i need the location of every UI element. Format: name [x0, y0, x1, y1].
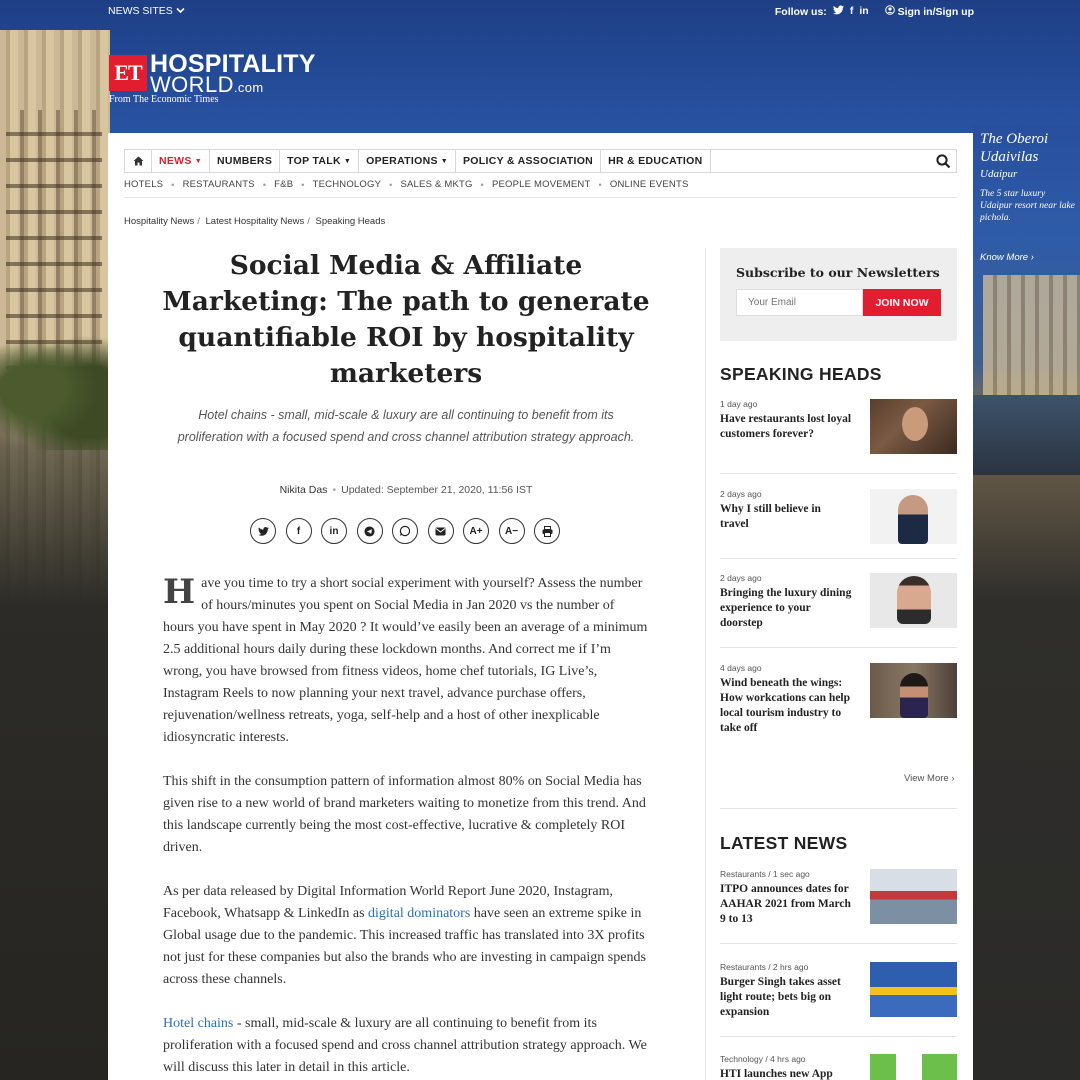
paragraph-text: As per data released by Digital Information World Report June 2020, Instagram, Facebook, Whatsapp & LinkedIn as: [163, 884, 613, 921]
nav-top-talk-label: TOP TALK: [287, 155, 341, 167]
ad-know-more-link[interactable]: [980, 252, 1076, 263]
updated-timestamp: Updated: September 21, 2020, 11:56 IST: [341, 484, 533, 496]
divider: [720, 473, 957, 474]
nav-numbers[interactable]: [210, 150, 280, 172]
linkedin-icon[interactable]: in: [859, 5, 869, 17]
join-now-button[interactable]: JOIN NOW: [863, 289, 941, 316]
item-time: 2 days ago: [720, 573, 762, 583]
latest-news-item[interactable]: [720, 869, 957, 927]
view-more-label: View More: [904, 773, 949, 784]
share-email-icon[interactable]: [428, 518, 454, 544]
nav-hr-education[interactable]: [601, 150, 710, 172]
article-summary: Hotel chains - small, mid-scale & luxury are all continuing to benefit from its proliferation with a focused spend and cross channel attribution strategy approach.: [177, 408, 635, 444]
item-title[interactable]: Why I still believe in travel: [720, 503, 821, 530]
nav-operations-label: OPERATIONS: [366, 155, 438, 167]
divider: [720, 558, 957, 559]
background-palace-image: [0, 30, 110, 1080]
item-category-time: Technology / 4 hrs ago: [720, 1054, 806, 1064]
facebook-icon[interactable]: f: [849, 5, 854, 17]
chevron-down-icon: ▼: [440, 157, 448, 165]
ad-lake: [973, 395, 1080, 475]
latest-news-item[interactable]: [720, 962, 957, 1020]
separator-dot: •: [262, 179, 267, 190]
share-bar: [250, 518, 560, 544]
article-paragraph: [163, 573, 648, 749]
speaking-heads-item[interactable]: [720, 663, 957, 736]
subnav-restaurants[interactable]: RESTAURANTS: [182, 179, 255, 190]
item-title[interactable]: HTI launches new App: [720, 1068, 833, 1080]
ad-location: Udaipur: [980, 168, 1018, 180]
ad-title: The Oberoi Udaivilas: [980, 131, 1049, 165]
share-facebook-icon[interactable]: f: [286, 518, 312, 544]
trees: [0, 330, 110, 450]
breadcrumb-item[interactable]: Hospitality News: [124, 216, 195, 227]
newsletter-title: Subscribe to our Newsletters: [736, 265, 940, 280]
hotel-chains-link[interactable]: Hotel chains: [163, 1016, 234, 1031]
breadcrumb-separator: /: [307, 216, 310, 227]
item-time: 2 days ago: [720, 489, 762, 499]
font-decrease-icon[interactable]: A−: [499, 518, 525, 544]
chevron-down-icon: ▼: [194, 157, 202, 165]
article-byline: [168, 484, 644, 496]
main-nav: [124, 149, 957, 173]
share-linkedin-icon[interactable]: in: [321, 518, 347, 544]
subnav-technology[interactable]: TECHNOLOGY: [312, 179, 382, 190]
item-thumbnail[interactable]: [870, 573, 957, 628]
subnav-fnb[interactable]: F&B: [274, 179, 294, 190]
twitter-icon[interactable]: [833, 5, 844, 18]
drop-cap: H: [163, 572, 196, 612]
subnav-people-movement[interactable]: PEOPLE MOVEMENT: [491, 179, 591, 190]
search-icon[interactable]: [930, 150, 956, 172]
item-thumbnail[interactable]: [870, 663, 957, 718]
chevron-right-icon: ›: [1030, 252, 1034, 263]
ad-oberoi[interactable]: [980, 130, 1076, 263]
item-title[interactable]: Have restaurants lost loyal customers forever?: [720, 413, 852, 440]
nav-numbers-label: NUMBERS: [216, 155, 273, 167]
item-thumbnail[interactable]: [870, 1054, 957, 1080]
chevron-right-icon: ›: [951, 773, 955, 784]
author-name[interactable]: Nikita Das: [279, 484, 328, 496]
speaking-heads-item[interactable]: [720, 573, 957, 631]
logo-hospitality: HOSPITALITY: [150, 50, 316, 78]
divider: [124, 197, 957, 198]
item-thumbnail[interactable]: [870, 962, 957, 1017]
latest-news-title: LATEST NEWS: [720, 833, 848, 853]
news-sites-dropdown[interactable]: [108, 5, 185, 17]
signin-label: Sign in/Sign up: [897, 6, 974, 18]
separator-dot: •: [332, 484, 337, 496]
breadcrumb-separator: /: [197, 216, 200, 227]
separator-dot: •: [480, 179, 484, 190]
speaking-heads-item[interactable]: [720, 399, 957, 442]
article-paragraph: [163, 1013, 648, 1079]
nav-top-talk[interactable]: [280, 150, 359, 172]
item-title[interactable]: ITPO announces dates for AAHAR 2021 from March 9 to 13: [720, 883, 851, 925]
article-paragraph: [163, 881, 648, 991]
item-thumbnail[interactable]: [870, 869, 957, 924]
nav-policy[interactable]: [456, 150, 601, 172]
follow-us-label: Follow us:: [774, 5, 827, 18]
item-time: 4 days ago: [720, 663, 762, 673]
nav-operations[interactable]: [359, 150, 456, 172]
speaking-heads-item[interactable]: [720, 489, 957, 532]
font-increase-icon[interactable]: A+: [463, 518, 489, 544]
article-paragraph: This shift in the consumption pattern of information almost 80% on Social Media has given rise to a new world of brand marketers waiting to monetize from this trend. And this landscape currently being the most cost-effective, lucrative & completely ROI driven.: [163, 774, 646, 855]
divider: [720, 647, 957, 648]
main-content: [108, 133, 973, 1080]
item-thumbnail[interactable]: [870, 489, 957, 544]
et-logo-mark: ET: [109, 55, 147, 91]
home-icon[interactable]: [125, 150, 152, 172]
view-more-link[interactable]: [904, 773, 955, 784]
nav-hr-label: HR & EDUCATION: [608, 155, 703, 167]
item-thumbnail[interactable]: [870, 399, 957, 454]
subnav-sales-mktg[interactable]: SALES & MKTG: [400, 179, 473, 190]
chevron-down-icon: ▼: [343, 157, 352, 165]
item-category-time: Restaurants / 1 sec ago: [720, 869, 810, 879]
signin-link[interactable]: [885, 5, 974, 18]
logo-world-text: WORLD: [150, 72, 234, 97]
divider: [720, 808, 957, 809]
user-icon: [885, 5, 895, 15]
divider: [720, 943, 957, 944]
share-telegram-icon[interactable]: [357, 518, 383, 544]
newsletter-box: [720, 248, 957, 341]
article-body: [163, 573, 648, 1080]
item-category-time: Restaurants / 2 hrs ago: [720, 962, 809, 972]
item-title[interactable]: Wind beneath the wings: How workcations can help local tourism industry to take off: [720, 677, 851, 734]
separator-dot: •: [389, 179, 393, 190]
column-divider: [705, 248, 706, 1080]
breadcrumb: [124, 216, 385, 227]
paragraph-text: have seen an extreme spike in Global usage due to the pandemic. This increased traffic has translated into 3X profits not just for these companies but also the brands who are investing in campaign spends across these channels.: [163, 906, 646, 987]
top-bar: [108, 5, 974, 19]
paragraph-text: - small, mid-scale & luxury are all continuing to benefit from its proliferation with a focused spend and cross channel attribution strategy approach. We will discuss this later in detail in this article.: [163, 1016, 647, 1075]
ad-background-image[interactable]: [973, 125, 1080, 1080]
divider: [720, 1036, 957, 1037]
ad-pavilion: [983, 275, 1080, 395]
article-headline: Social Media & Affiliate Marketing: The path to generate quantifiable ROI by hospitality marketers: [162, 250, 650, 389]
logo-tagline: From The Economic Times: [109, 94, 219, 105]
separator-dot: •: [171, 179, 175, 190]
share-whatsapp-icon[interactable]: [392, 518, 418, 544]
news-sites-label: NEWS SITES: [108, 5, 173, 17]
item-title[interactable]: Burger Singh takes asset light route; bets big on expansion: [720, 976, 841, 1018]
subnav-hotels[interactable]: HOTELS: [124, 179, 164, 190]
ad-description: The 5 star luxury Udaipur resort near lake pichola.: [980, 189, 1075, 223]
separator-dot: •: [598, 179, 602, 190]
speaking-heads-title: SPEAKING HEADS: [720, 364, 882, 384]
latest-news-item[interactable]: [720, 1054, 957, 1080]
chevron-down-icon: [176, 7, 185, 14]
ad-know-more-label: Know More: [980, 252, 1029, 263]
logo-dotcom: .com: [233, 80, 264, 95]
separator-dot: •: [301, 179, 305, 190]
breadcrumb-item[interactable]: Speaking Heads: [315, 216, 386, 227]
item-time: 1 day ago: [720, 399, 758, 409]
print-icon[interactable]: [534, 518, 560, 544]
nav-news[interactable]: [152, 150, 210, 172]
digital-dominators-link[interactable]: digital dominators: [368, 906, 471, 921]
share-twitter-icon[interactable]: [250, 518, 276, 544]
subnav-online-events[interactable]: ONLINE EVENTS: [609, 179, 689, 190]
breadcrumb-item[interactable]: Latest Hospitality News: [205, 216, 305, 227]
item-title[interactable]: Bringing the luxury dining experience to your doorstep: [720, 587, 852, 629]
nav-news-label: NEWS: [159, 155, 192, 167]
paragraph-text: ave you time to try a short social experiment with yourself? Assess the number of hours/minutes you spent on Social Media in Jan 2020 vs the number of hours you have spent in May 2020 ? It would’ve easily been an average of a minimum 2.5 additional hours daily during these lockdown months. And correct me if I’m wrong, you have browsed from fitness videos, home chef tutorials, IG Live’s, Instagram Reels to now planning your next travel, advance purchase offers, rejuvenation/wellness retreats, yoga, self-help and a host of other inexplicable idiosyncratic interests.: [163, 576, 648, 745]
nav-policy-label: POLICY & ASSOCIATION: [463, 155, 594, 167]
email-field[interactable]: [736, 289, 863, 316]
sub-nav: [124, 179, 688, 190]
